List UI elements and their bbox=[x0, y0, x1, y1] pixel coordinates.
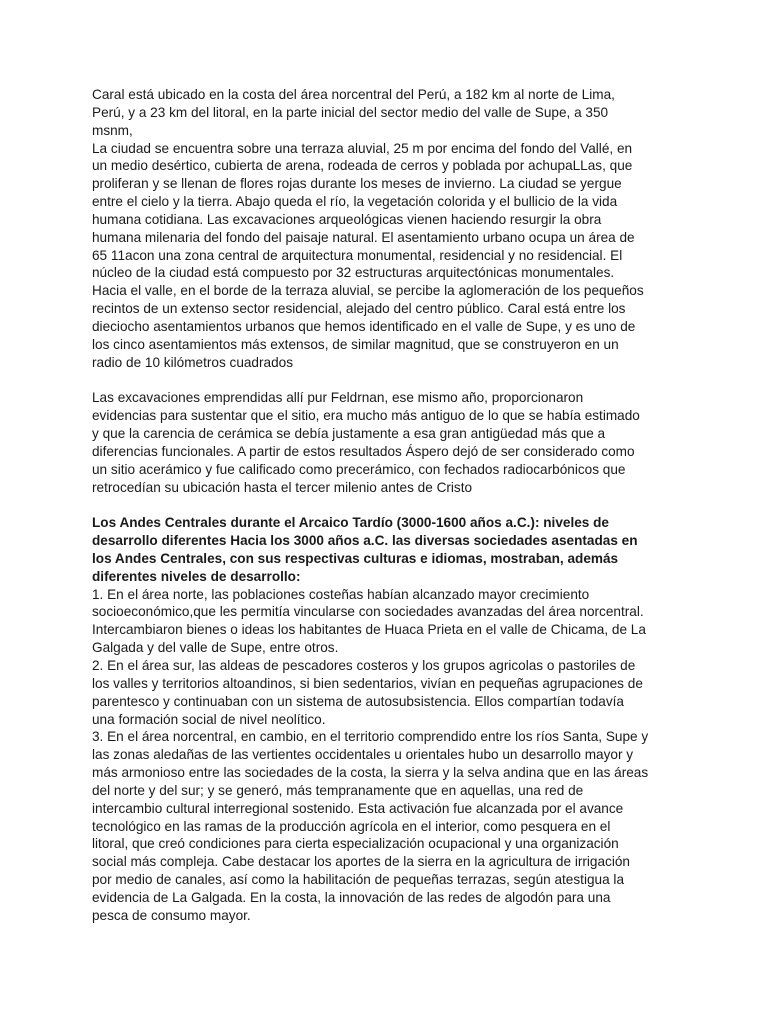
list-item-south: 2. En el área sur, las aldeas de pescadores costeros y los grupos agricolas o pastoriles de los valles y territorios altoandinos, si bien sedentarios, vivían en pequeñas agrupaciones de parentesco y continuaban con un sistema de autosubsistencia. Ellos compartían todavía una formación social de nivel neolítico. bbox=[92, 658, 643, 727]
paragraph-excavations: Las excavaciones emprendidas allí pur Feldrnan, ese mismo año, proporcionaron evidencias para sustentar que el sitio, era mucho más antiguo de lo que se había estimado y que la carencia de cerámica se debía justamente a esa gran antigüedad más que a diferencias funcionales. A partir de estos resultados Áspero dejó de ser considerado como un sitio acerámico y fue calificado como precerámico, con fechados radiocarbónicos que retrocedían su ubicación hasta el tercer milenio antes de Cristo bbox=[92, 390, 640, 495]
list-item-north: 1. En el área norte, las poblaciones costeñas habían alcanzado mayor crecimiento socioeconómico,que les permitía vincularse con sociedades avanzadas del área norcentral. Intercambiaron bienes o ideas los habitantes de Huaca Prieta en el valle de Chicama, de La Galgada y del valle de Supe, entre otros. bbox=[92, 586, 646, 656]
paragraph-spacer bbox=[92, 372, 692, 390]
paragraph-location: Caral está ubicado en la costa del área norcentral del Perú, a 182 km al norte de Lima, Perú, y a 23 km del litoral, en la parte inicial del sector medio del valle de Supe, a 350 msnm, bbox=[92, 87, 615, 138]
paragraph-city-description: La ciudad se encuentra sobre una terraza aluvial, 25 m por encima del fondo del Vallé, en un medio desértico, cubierta de arena, rodeada de cerros y poblada por achupaLLas, que proliferan y se llenan de flores rojas durante los meses de invierno. La ciudad se yergue entre el cielo y la tierra. Abajo queda el río, la vegetación colorida y el bullicio de la vida humana cotidiana. Las excavaciones arqueológicas vienen haciendo resurgir la obra humana milenaria del fondo del paisaje natural. El asentamiento urbano ocupa un área de 65 11acon una zona central de arquitectura monumental, residencial y no residencial. El núcleo de la ciudad está compuesto por 32 estructuras arquitectónicas monumentales. Hacia el valle, en el borde de la terraza aluvial, se percibe la aglomeración de los pequeños recintos de un extenso sector residencial, alejado del centro público. Caral está entre los dieciocho asentamientos urbanos que hemos identificado en el valle de Supe, y es uno de los cinco asentamientos más extensos, de similar magnitud, que se construyeron en un radio de 10 kilómetros cuadrados bbox=[92, 140, 644, 370]
list-item-north-central: 3. En el área norcentral, en cambio, en el territorio comprendido entre los ríos Santa, Supe y las zonas aledañas de las vertientes occidentales u orientales hubo un desarrollo mayor y más armonioso entre las sociedades de la costa, la sierra y la selva andina que en las áreas del norte y del sur; y se generó, más tempranamente que en aquellas, una red de intercambio cultural interregional sostenido. Esta activación fue alcanzada por el avance tecnológico en las ramas de la producción agrícola en el interior, como pesquera en el litoral, que creó condiciones para cierta especialización ocupacional y una organización social más compleja. Cabe destacar los aportes de la sierra en la agricultura de irrigación por medio de canales, así como la habilitación de pequeñas terrazas, según atestigua la evidencia de La Galgada. En la costa, la innovación de las redes de algodón para una pesca de consumo mayor. bbox=[92, 729, 649, 923]
paragraph-spacer bbox=[92, 496, 692, 514]
section-heading: Los Andes Centrales durante el Arcaico Tardío (3000-1600 años a.C.): niveles de desarrollo diferentes Hacia los 3000 años a.C. las diversas sociedades asentadas en los Andes Centrales, con sus respectivas culturas e idiomas, mostraban, además diferentes niveles de desarrollo: bbox=[92, 515, 638, 584]
document-body bbox=[92, 86, 692, 925]
